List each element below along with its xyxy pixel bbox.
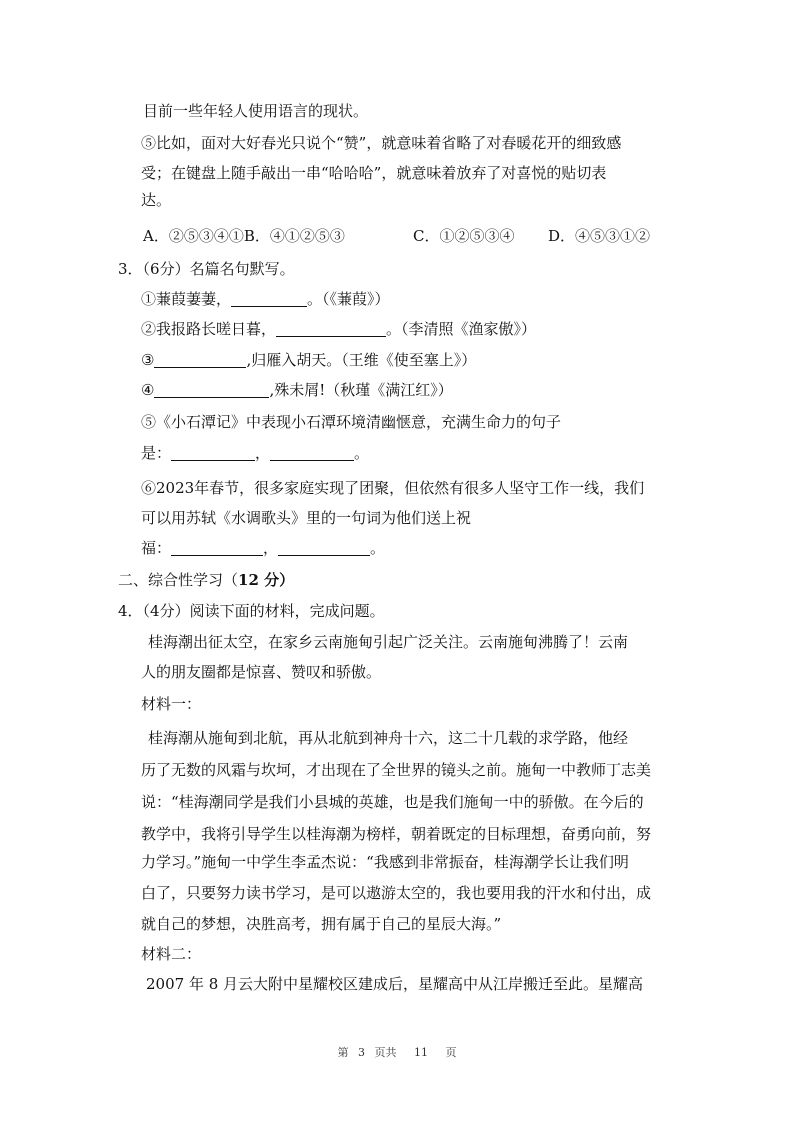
option-c: C．①②⑤③④ — [413, 227, 515, 245]
q3-item-6-line-1: ⑥2023年春节，很多家庭实现了团聚，但依然有很多人坚守工作一线，我们 — [141, 479, 645, 497]
q3-item-2-text: ②我报路长嗟日暮， — [141, 320, 277, 338]
section-2-title-end: 分） — [258, 571, 295, 589]
material-1-line-7: 就自己的梦想，决胜高考，拥有属于自己的星辰大海。” — [141, 915, 502, 933]
section-2-score: 12 — [238, 571, 259, 589]
q3-item-3 — [141, 350, 476, 370]
q3-item-1 — [141, 289, 390, 309]
answer-blank[interactable] — [171, 445, 255, 461]
q3-item-6-line-3 — [141, 538, 385, 558]
q3-item-5-line-1: ⑤《小石潭记》中表现小石潭环境清幽惬意，充满生命力的句子 — [141, 413, 562, 431]
q3-header: 3．（6分）名篇名句默写。 — [118, 260, 295, 278]
passage-line-2: ⑤比如，面对大好春光只说个“赞”，就意味着省略了对春暖花开的细致感 — [141, 134, 622, 152]
q3-item-2-source: 。（李清照《渔家傲》） — [386, 320, 537, 338]
answer-blank[interactable] — [171, 540, 263, 556]
answer-blank[interactable] — [231, 291, 307, 307]
passage-line-4: 达。 — [141, 191, 172, 209]
answer-blank[interactable] — [278, 540, 370, 556]
q3-item-4-source: ,殊未屑!（秋瑾《满江红》） — [269, 381, 453, 399]
q3-item-3-num: ③ — [141, 351, 155, 369]
passage-line-3: 受；在键盘上随手敲出一串“哈哈哈”，就意味着放弃了对喜悦的贴切表 — [141, 164, 607, 182]
answer-blank[interactable] — [154, 382, 269, 398]
material-1-line-6: 白了，只要努力读书学习，是可以遨游太空的，我也要用我的汗水和付出，成 — [141, 884, 652, 902]
passage-line-1: 目前一些年轻人使用语言的现状。 — [143, 102, 369, 120]
material-1-label: 材料一： — [141, 695, 202, 713]
option-d: D．④⑤③①② — [548, 227, 651, 245]
q3-item-5-sep: ， — [255, 444, 271, 462]
q3-item-6-sep: ， — [263, 539, 279, 557]
q3-item-6-line-2: 可以用苏轼《水调歌头》里的一句词为他们送上祝 — [141, 509, 472, 527]
intro-line-1: 桂海潮出征太空，在家乡云南施甸引起广泛关注。云南施甸沸腾了！云南 — [148, 633, 629, 651]
section-2-title — [118, 570, 294, 590]
section-2-title-text: 二、综合性学习（ — [118, 571, 239, 589]
material-1-line-5: 力学习。”施甸一中学生李孟杰说：“我感到非常振奋，桂海潮学长让我们明 — [141, 853, 629, 871]
q3-item-3-source: ,归雁入胡天。（王维《使至塞上》） — [246, 351, 477, 369]
material-2-line-1: 2007 年 8 月云大附中星耀校区建成后，星耀高中从江岸搬迁至此。星耀高 — [146, 975, 644, 993]
footer-suffix: 页 — [445, 1046, 457, 1059]
q3-item-6-prefix: 福： — [141, 539, 172, 557]
answer-blank[interactable] — [276, 321, 386, 337]
option-a-b: A．②⑤③④①B．④①②⑤③ — [143, 227, 345, 245]
footer-middle: 页共 — [374, 1046, 397, 1059]
q4-header: 4．（4分）阅读下面的材料，完成问题。 — [118, 602, 385, 620]
q3-item-5-prefix: 是： — [141, 444, 172, 462]
answer-blank[interactable] — [270, 445, 354, 461]
footer-prefix: 第 — [337, 1046, 349, 1059]
q3-item-5-line-2 — [141, 443, 369, 463]
q3-item-5-end: 。 — [354, 444, 370, 462]
material-2-label: 材料二： — [141, 945, 202, 963]
intro-line-2: 人的朋友圈都是惊喜、赞叹和骄傲。 — [141, 663, 382, 681]
q3-item-1-text: ①蒹葭萋萋， — [141, 290, 232, 308]
q3-item-6-end: 。 — [370, 539, 386, 557]
material-1-line-3: 说：“桂海潮同学是我们小县城的英雄，也是我们施甸一中的骄傲。在今后的 — [141, 793, 644, 811]
q3-item-2 — [141, 319, 536, 339]
total-pages: 11 — [414, 1046, 428, 1059]
material-1-line-1: 桂海潮从施甸到北航，再从北航到神舟十六，这二十几载的求学路，他经 — [148, 729, 629, 747]
material-1-line-4: 教学中，我将引导学生以桂海潮为榜样，朝着既定的目标理想，奋勇向前，努 — [141, 825, 652, 843]
q3-item-1-source: 。（《蒹葭》） — [307, 290, 390, 308]
answer-blank[interactable] — [154, 352, 246, 368]
page-number: 3 — [358, 1046, 365, 1059]
q3-item-4-num: ④ — [141, 381, 155, 399]
page-footer — [0, 1044, 794, 1060]
material-1-line-2: 历了无数的风霜与坎坷，才出现在了全世界的镜头之前。施甸一中教师丁志美 — [141, 761, 652, 779]
q3-item-4 — [141, 380, 453, 400]
